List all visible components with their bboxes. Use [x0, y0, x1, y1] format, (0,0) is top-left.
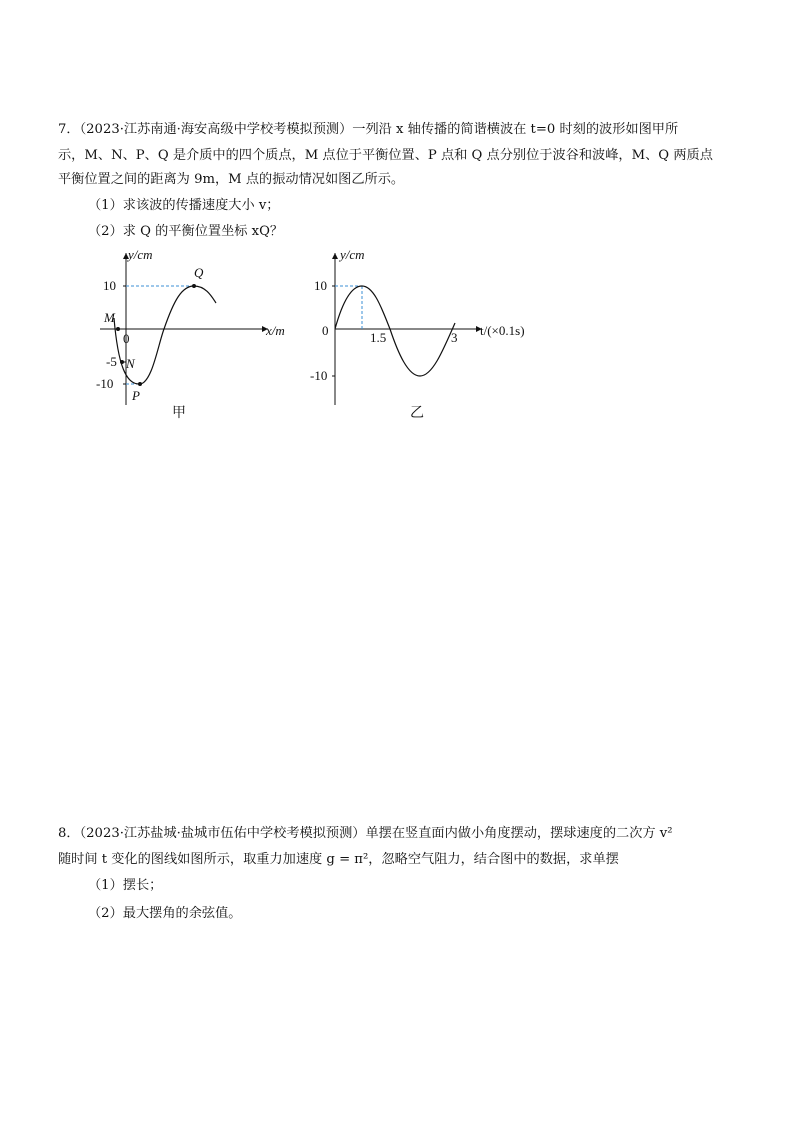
q7-line-3: 平衡位置之间的距离为 9m，M 点的振动情况如图乙所示。 — [58, 172, 405, 187]
ytick-label-10: 10 — [103, 278, 116, 293]
q8-line-2: 随时间 t 变化的图线如图所示，取重力加速度 g = π²，忽略空气阻力，结合图中的数据，求单摆 — [58, 852, 619, 867]
q8-subquestion-2: （2）最大摆角的余弦值。 — [88, 906, 242, 921]
q7-subquestion-1: （1）求该波的传播速度大小 v； — [88, 198, 280, 213]
point-label-m: M — [104, 310, 115, 325]
ytick-label-neg5: -5 — [106, 354, 117, 369]
point-label-q: Q — [194, 265, 204, 280]
y-axis-label: y/cm — [340, 247, 365, 262]
q7-subquestion-2: （2）求 Q 的平衡位置坐标 xQ？ — [88, 224, 284, 239]
q8-line-1: 8．（2023·江苏盐城·盐城市伍佑中学校考模拟预测）单摆在竖直面内做小角度摆动，摆球速度的二次方 v² — [58, 826, 673, 841]
figure-a-caption: 甲 — [172, 405, 186, 421]
point-n — [120, 360, 124, 364]
point-q — [192, 284, 196, 288]
wave-figure-a — [90, 245, 300, 420]
figure-b-caption: 乙 — [410, 405, 424, 421]
origin-label: 0 — [123, 331, 130, 346]
point-p — [138, 382, 142, 386]
vibration-graph-svg — [310, 245, 560, 420]
vibration-curve — [335, 286, 455, 376]
ttick-label-3: 3 — [451, 330, 458, 345]
q8-subquestion-1: （1）摆长； — [88, 878, 163, 893]
vibration-figure-b — [310, 245, 560, 420]
point-label-p: P — [132, 388, 140, 403]
ytick-label-10: 10 — [314, 278, 327, 293]
ttick-label-1.5: 1.5 — [370, 330, 387, 345]
point-label-n: N — [126, 356, 135, 371]
y-axis-label: y/cm — [128, 247, 153, 262]
ytick-label-neg10: -10 — [96, 376, 114, 391]
x-axis-label: x/m — [266, 323, 285, 338]
ytick-label-neg10: -10 — [310, 368, 328, 383]
q7-line-2: 示，M、N、P、Q 是介质中的四个质点，M 点位于平衡位置、P 点和 Q 点分别位于波谷和波峰，M、Q 两质点 — [58, 148, 713, 163]
origin-label: 0 — [322, 323, 329, 338]
t-axis-label: t/(×0.1s) — [480, 323, 525, 338]
wave-graph-svg — [90, 245, 300, 420]
point-m — [116, 327, 120, 331]
q7-line-1: 7．（2023·江苏南通·海安高级中学校考模拟预测）一列沿 x 轴传播的简谐横波在 t=0 时刻的波形如图甲所 — [58, 122, 679, 137]
